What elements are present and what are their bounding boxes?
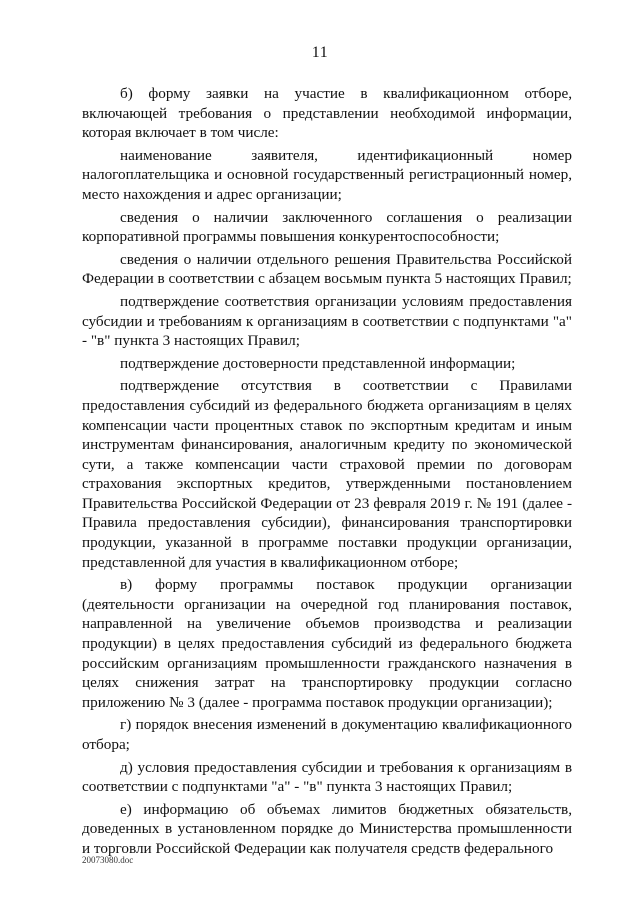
paragraph-applicant-name: наименование заявителя, идентификационный номер налогоплательщика и основной государственный регистрационный номер, место нахождения и адрес организации;: [82, 146, 572, 203]
paragraph-v: в) форму программы поставок продукции организации (деятельности организации на очередной год планирования поставок, направленной на увеличение объемов производства и реализации продукции) в целях предоставления субсидий из федерального бюджета российским организациям промышленности гражданского назначения в целях снижения затрат на транспортировку продукции согласно приложению № 3 (далее - программа поставок продукции организации);: [82, 576, 572, 711]
paragraph-absence-confirmation: подтверждение отсутствия в соответствии с Правилами предоставления субсидий из федерального бюджета организациям в целях компенсации части процентных ставок по экспортным кредитам и иным инструментам финансирования, аналогичным кредиту по экономической сути, а также компенсации части страховой премии по договорам страхования экспортных кредитов, утвержденными постановлением Правительства Российской Федерации от 23 февраля 2019 г. № 191 (далее - Правила предоставления субсидии), финансирования транспортировки продукции, указанной в программе поставки продукции организации, представленной для участия в квалификационном отборе;: [82, 377, 572, 571]
paragraph-reliability-confirmation: подтверждение достоверности представленной информации;: [120, 354, 516, 372]
paragraph-e: е) информацию об объемах лимитов бюджетных обязательств, доведенных в установленном порядке до Министерства промышленности и торговли Российской Федерации как получателя средств федерального: [82, 800, 572, 857]
paragraph-d: д) условия предоставления субсидии и требования к организациям в соответствии с подпунктами "а" - "в" пункта 3 настоящих Правил;: [82, 758, 572, 796]
paragraph-agreement-info: сведения о наличии заключенного соглашения о реализации корпоративной программы повышения конкурентоспособности;: [82, 208, 572, 246]
page-number: 11: [311, 44, 329, 61]
paragraph-b: б) форму заявки на участие в квалификационном отборе, включающей требования о представлении необходимой информации, которая включает в том числе:: [82, 85, 572, 142]
paragraph-government-decision: сведения о наличии отдельного решения Правительства Российской Федерации в соответствии с абзацем восьмым пункта 5 настоящих Правил;: [82, 250, 572, 288]
paragraph-g: г) порядок внесения изменений в документацию квалификационного отбора;: [82, 716, 572, 753]
paragraph-compliance-confirmation: подтверждение соответствия организации условиям предоставления субсидии и требованиям к организациям в соответствии с подпунктами "а" - "в" пункта 3 настоящих Правил;: [82, 292, 572, 350]
document-filename: 20073080.doc: [82, 855, 134, 865]
document-body: [82, 84, 572, 862]
